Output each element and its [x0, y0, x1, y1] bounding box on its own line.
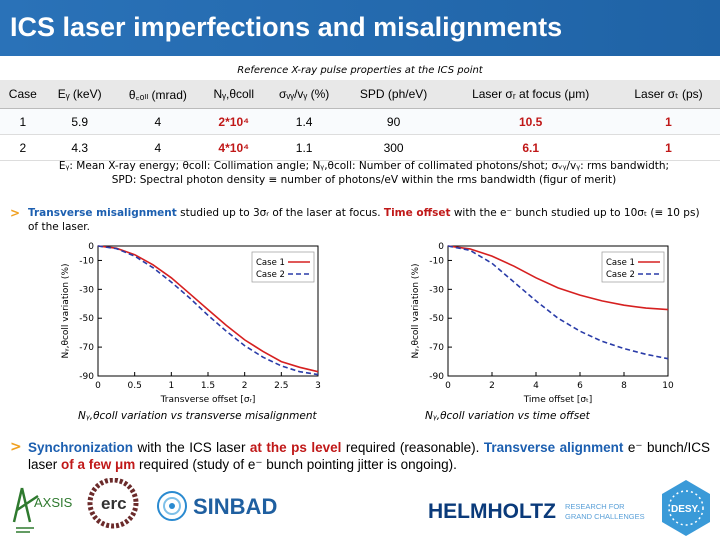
- x-tick-label: 0: [95, 381, 101, 391]
- legend-label: Case 1: [606, 258, 635, 268]
- table-row: [0, 135, 720, 161]
- y-tick-label: 0: [438, 242, 444, 252]
- footer-logos: [0, 478, 720, 540]
- table-cell: 4.3: [46, 135, 114, 161]
- x-tick-label: 4: [533, 381, 539, 391]
- y-axis-label: Nᵧ,θcoll variation (%): [411, 263, 421, 359]
- erc-logo: [90, 480, 136, 526]
- y-tick-label: -90: [79, 372, 94, 382]
- header-bandwidth: σᵥᵧ/vᵧ (%): [265, 80, 342, 109]
- properties-table: [0, 80, 720, 161]
- table-cell: 4: [114, 109, 202, 135]
- chart-transverse-misalignment: [30, 238, 330, 406]
- bullet-text: [28, 206, 710, 234]
- plot-caption-right: Nᵧ,θcoll variation vs time offset: [425, 410, 590, 422]
- table-cell-highlight: 1: [617, 135, 720, 161]
- table-header-row: [0, 80, 720, 109]
- x-tick-label: 3: [315, 381, 321, 391]
- y-tick-label: 0: [88, 242, 94, 252]
- chart-time-offset: [380, 238, 680, 406]
- y-axis-label: Nᵧ,θcoll variation (%): [61, 263, 71, 359]
- bullet-keyword: Synchronization: [28, 440, 134, 455]
- table-cell: 1.1: [265, 135, 342, 161]
- table-cell-highlight: 4*10⁴: [202, 135, 265, 161]
- helmholtz-logo-text: HELMHOLTZ: [428, 500, 556, 523]
- y-tick-label: -30: [429, 285, 444, 296]
- table-cell: 1: [0, 109, 46, 135]
- table-cell: 300: [343, 135, 445, 161]
- table-cell-highlight: 6.1: [444, 135, 617, 161]
- title-bar: [0, 0, 720, 56]
- y-tick-label: -70: [79, 343, 94, 354]
- bullet-segment: with the ICS laser: [133, 440, 250, 455]
- bullet-synchronization: [10, 439, 710, 473]
- bullet-keyword: at the ps level: [249, 440, 342, 455]
- header-energy: Eᵧ (keV): [46, 80, 114, 109]
- y-tick-label: -10: [429, 256, 444, 267]
- helmholtz-subtitle-1: RESEARCH FOR: [565, 502, 625, 511]
- table-row: [0, 109, 720, 135]
- table-cell: 4: [114, 135, 202, 161]
- x-tick-label: 10: [662, 381, 674, 391]
- header-spd: SPD (ph/eV): [343, 80, 445, 109]
- desy-logo-text: DESY.: [671, 504, 700, 515]
- x-tick-label: 2: [241, 381, 248, 391]
- table-cell-highlight: 10.5: [444, 109, 617, 135]
- x-tick-label: 1.5: [200, 381, 216, 391]
- axsis-logo-text: AXSIS: [34, 495, 73, 510]
- y-tick-label: -50: [429, 314, 444, 325]
- table-caption: Reference X-ray pulse properties at the ICS point: [237, 65, 483, 76]
- legend-label: Case 2: [606, 270, 635, 280]
- y-tick-label: -90: [429, 372, 444, 382]
- legend-label: Case 1: [256, 258, 285, 268]
- header-photons: Nᵧ,θcoll: [202, 80, 265, 109]
- x-tick-label: 6: [577, 381, 583, 391]
- bullet-keyword: Transverse misalignment: [28, 207, 177, 219]
- bullet-keyword: Transverse alignment: [483, 440, 624, 455]
- axsis-logo: [14, 488, 73, 532]
- header-case: Case: [0, 80, 46, 109]
- helmholtz-subtitle-2: GRAND CHALLENGES: [565, 512, 645, 521]
- slide-title: ICS laser imperfections and misalignments: [10, 12, 563, 42]
- x-tick-label: 2.5: [274, 381, 289, 391]
- y-tick-label: -30: [79, 285, 94, 296]
- header-laser-sigma-r: Laser σᵣ at focus (μm): [444, 80, 617, 109]
- table-cell: 1.4: [265, 109, 342, 135]
- bullet-segment: studied up to 3σᵣ of the laser at focus.: [176, 207, 384, 219]
- table-cell: 2: [0, 135, 46, 161]
- legend-label: Case 2: [256, 270, 285, 280]
- y-tick-label: -50: [79, 314, 94, 325]
- x-tick-label: 2: [489, 381, 495, 391]
- table-cell: 5.9: [46, 109, 114, 135]
- y-tick-label: -10: [79, 256, 94, 267]
- sinbad-logo: [158, 492, 277, 520]
- sinbad-logo-text: SINBAD: [193, 494, 278, 519]
- bullet-text: [28, 439, 710, 473]
- x-tick-label: 8: [621, 381, 627, 391]
- erc-logo-text: erc: [101, 494, 127, 513]
- plot-caption-left: Nᵧ,θcoll variation vs transverse misalignment: [78, 410, 317, 422]
- bullet-segment: e⁻ bunch/ICS laser: [28, 440, 710, 472]
- table-cell: 90: [343, 109, 445, 135]
- helmholtz-logo: [428, 500, 645, 523]
- x-tick-label: 1: [168, 381, 175, 391]
- bullet-keyword: of a few μm: [61, 457, 136, 472]
- y-tick-label: -70: [429, 343, 444, 354]
- bullet-arrow-icon: >: [10, 206, 21, 220]
- header-collimation: θ꜀ₒₗₗ (mrad): [114, 80, 202, 109]
- definitions-line-2: SPD: Spectral photon density ≡ number of photons/eV within the rms bandwidth (figur of merit): [111, 174, 617, 186]
- definitions-line-1: Eᵧ: Mean X-ray energy; θcoll: Collimation angle; Nᵧ,θcoll: Number of collimated photons/shot; σᵥᵧ/vᵧ: rms bandwidth;: [58, 160, 670, 172]
- bullet-segment: with the e⁻ bunch studied up to 10σₜ (≡ 10 ps) of the laser.: [28, 207, 700, 233]
- bullet-keyword: Time offset: [383, 207, 451, 219]
- x-tick-label: 0.5: [127, 381, 142, 391]
- bullet-arrow-icon: >: [10, 439, 22, 455]
- desy-logo: [662, 480, 710, 536]
- table-cell-highlight: 1: [617, 109, 720, 135]
- x-tick-label: 0: [445, 381, 451, 391]
- bullet-misalignment: [10, 206, 710, 234]
- x-axis-label: Transverse offset [σᵣ]: [160, 395, 256, 405]
- x-axis-label: Time offset [σₜ]: [523, 395, 593, 405]
- table-cell-highlight: 2*10⁴: [202, 109, 265, 135]
- bullet-segment: required (study of e⁻ bunch pointing jitter is ongoing).: [135, 457, 457, 472]
- bullet-segment: required (reasonable).: [341, 440, 484, 455]
- header-laser-sigma-t: Laser σₜ (ps): [617, 80, 720, 109]
- definitions: [14, 159, 714, 187]
